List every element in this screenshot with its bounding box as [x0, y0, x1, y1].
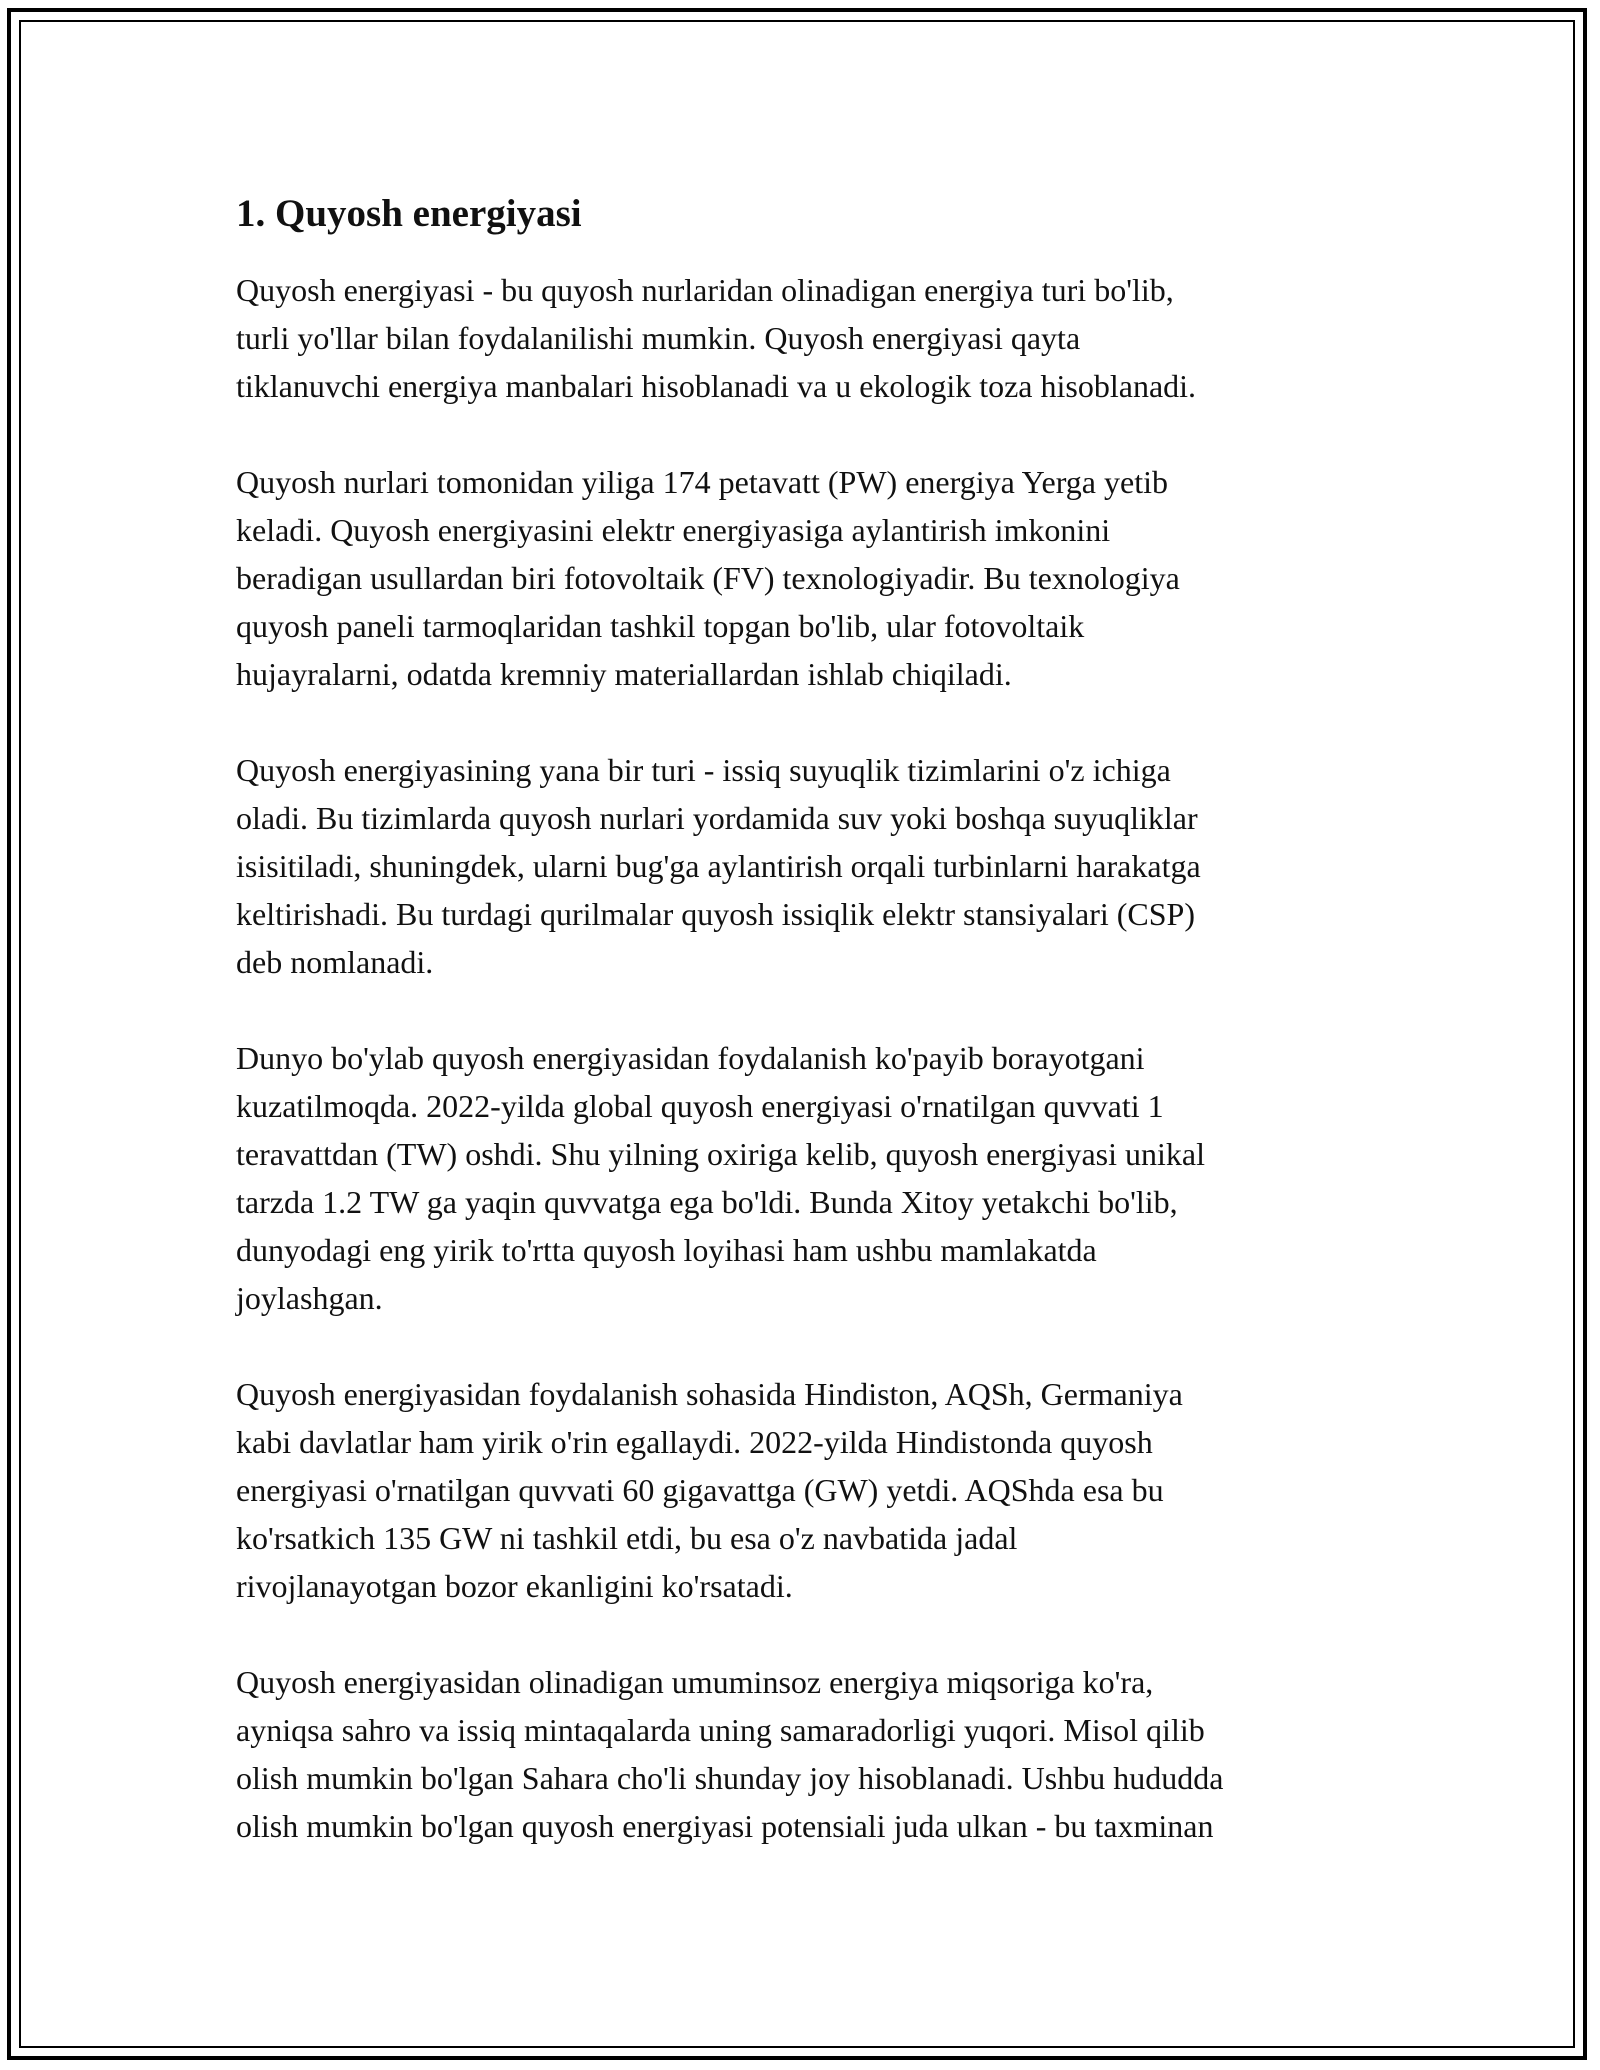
document-body [236, 186, 1376, 1898]
paragraph-1 [236, 266, 1376, 410]
text-line: hujayralarni, odatda kremniy materiallardan ishlab chiqiladi. [236, 656, 1012, 692]
text-line: kuzatilmoqda. 2022-yilda global quyosh energiyasi o'rnatilgan quvvati 1 [236, 1088, 1164, 1124]
paragraph-2 [236, 458, 1376, 698]
text-line: ko'rsatkich 135 GW ni tashkil etdi, bu esa o'z navbatida jadal [236, 1520, 1018, 1556]
text-line: deb nomlanadi. [236, 944, 434, 980]
text-line: kabi davlatlar ham yirik o'rin egallaydi. 2022-yilda Hindistonda quyosh [236, 1424, 1153, 1460]
text-line: tiklanuvchi energiya manbalari hisoblanadi va u ekologik toza hisoblanadi. [236, 368, 1197, 404]
paragraph-4 [236, 1034, 1376, 1322]
text-line: Dunyo bo'ylab quyosh energiyasidan foydalanish ko'payib borayotgani [236, 1040, 1145, 1076]
text-line: oladi. Bu tizimlarda quyosh nurlari yordamida suv yoki boshqa suyuqliklar [236, 800, 1198, 836]
text-line: dunyodagi eng yirik to'rtta quyosh loyihasi ham ushbu mamlakatda [236, 1232, 1097, 1268]
page-title: 1. Quyosh energiyasi [236, 192, 582, 235]
text-line: Quyosh nurlari tomonidan yiliga 174 petavatt (PW) energiya Yerga yetib [236, 464, 1168, 500]
text-line: olish mumkin bo'lgan quyosh energiyasi potensiali juda ulkan - bu taxminan [236, 1808, 1214, 1844]
text-line: rivojlanayotgan bozor ekanligini ko'rsatadi. [236, 1568, 793, 1604]
text-line: keltirishadi. Bu turdagi qurilmalar quyosh issiqlik elektr stansiyalari (CSP) [236, 896, 1195, 932]
paragraph-5 [236, 1370, 1376, 1610]
text-line: Quyosh energiyasidan olinadigan umuminsoz energiya miqsoriga ko'ra, [236, 1664, 1154, 1700]
text-line: Quyosh energiyasi - bu quyosh nurlaridan olinadigan energiya turi bo'lib, [236, 272, 1174, 308]
paragraph-3 [236, 746, 1376, 986]
text-line: Quyosh energiyasidan foydalanish sohasida Hindiston, AQSh, Germaniya [236, 1376, 1183, 1412]
text-line: turli yo'llar bilan foydalanilishi mumkin. Quyosh energiyasi qayta [236, 320, 1081, 356]
paragraph-6 [236, 1658, 1376, 1850]
text-line: energiyasi o'rnatilgan quvvati 60 gigavattga (GW) yetdi. AQShda esa bu [236, 1472, 1164, 1508]
text-line: teravattdan (TW) oshdi. Shu yilning oxiriga kelib, quyosh energiyasi unikal [236, 1136, 1205, 1172]
text-line: quyosh paneli tarmoqlaridan tashkil topgan bo'lib, ular fotovoltaik [236, 608, 1085, 644]
text-line: olish mumkin bo'lgan Sahara cho'li shunday joy hisoblanadi. Ushbu hududda [236, 1760, 1224, 1796]
text-line: isisitiladi, shuningdek, ularni bug'ga aylantirish orqali turbinlarni harakatga [236, 848, 1201, 884]
text-line: beradigan usullardan biri fotovoltaik (FV) texnologiyadir. Bu texnologiya [236, 560, 1180, 596]
text-line: tarzda 1.2 TW ga yaqin quvvatga ega bo'ldi. Bunda Xitoy yetakchi bo'lib, [236, 1184, 1178, 1220]
text-line: keladi. Quyosh energiyasini elektr energiyasiga aylantirish imkonini [236, 512, 1111, 548]
text-line: ayniqsa sahro va issiq mintaqalarda uning samaradorligi yuqori. Misol qilib [236, 1712, 1205, 1748]
text-line: Quyosh energiyasining yana bir turi - issiq suyuqlik tizimlarini o'z ichiga [236, 752, 1171, 788]
text-line: joylashgan. [236, 1280, 383, 1316]
